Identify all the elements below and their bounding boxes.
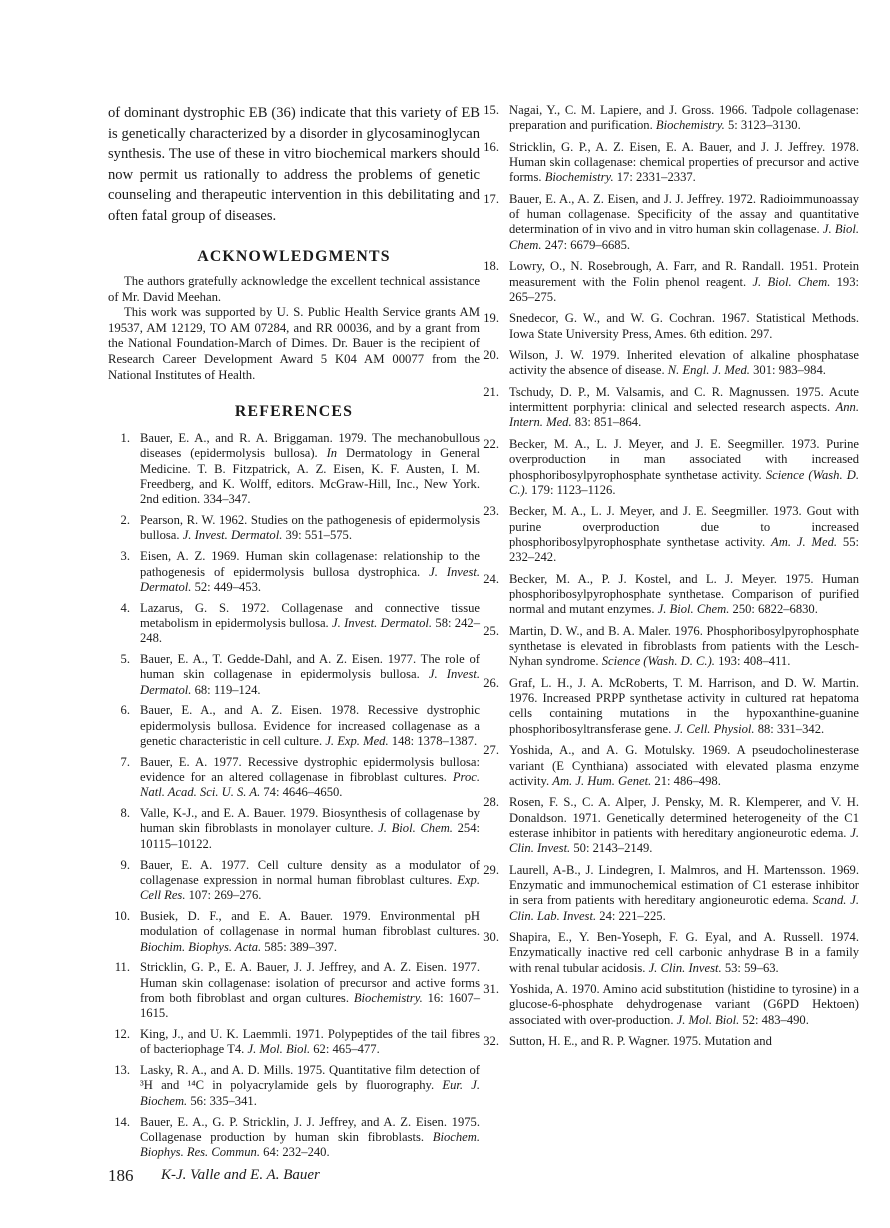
reference-citation: 39: 551–575. — [285, 528, 352, 543]
reference-number: 9. — [120, 857, 130, 872]
acknowledgments-text-1: The authors gratefully acknowledge the excellent technical assistance of Mr. David Meehan. — [108, 274, 480, 304]
reference-item — [477, 624, 859, 670]
reference-number: 24. — [483, 571, 499, 586]
reference-citation: 107: 269–276. — [188, 888, 262, 903]
reference-citation: 193: 408–411. — [718, 654, 791, 669]
reference-text: King, J., and U. K. Laemmli. 1971. Polypeptides of the tail fibres of bacteriophage T4. — [140, 1027, 480, 1057]
reference-number: 25. — [483, 623, 499, 638]
reference-citation: 254: 10115–10122. — [140, 821, 480, 851]
reference-item — [108, 703, 480, 749]
reference-item — [108, 909, 480, 955]
reference-journal: Biochemistry. — [544, 170, 614, 185]
reference-journal: Science (Wash. D. C.). — [601, 654, 715, 669]
reference-item — [477, 743, 859, 789]
reference-journal: Ann. Intern. Med. — [509, 400, 859, 430]
reference-citation: 50: 2143–2149. — [573, 841, 653, 856]
reference-text: Busiek, D. F., and E. A. Bauer. 1979. Environmental pH modulation of collagenase in normal human fibroblast cultures. — [140, 908, 480, 939]
reference-text: Lasky, R. A., and A. D. Mills. 1975. Quantitative film detection of ³H and ¹⁴C in polyacrylamide gels by fluorography. — [140, 1063, 480, 1093]
reference-number: 13. — [114, 1063, 130, 1078]
reference-text: Stricklin, G. P., E. A. Bauer, J. J. Jeffrey, and A. Z. Eisen. 1977. Human skin collagenase: isolation of precursor and active forms from both fibroblast and organ cultures. — [140, 960, 480, 1005]
reference-number: 26. — [483, 675, 499, 690]
reference-journal: In — [326, 446, 338, 461]
left-column — [108, 103, 480, 1166]
reference-text: Bauer, E. A., T. Gedde-Dahl, and A. Z. Eisen. 1977. The role of human skin collagenase in epidermolysis bullosa. — [140, 652, 480, 682]
reference-number: 3. — [120, 549, 130, 564]
reference-citation: 585: 389–397. — [264, 939, 338, 954]
reference-item — [477, 259, 859, 305]
reference-citation: 247: 6679–6685. — [544, 237, 631, 252]
reference-item — [108, 960, 480, 1021]
reference-text: Becker, M. A., P. J. Kostel, and L. J. Meyer. 1975. Human phosphoribosylpyrophosphate synthetase. Comparison of purified normal and mutant enzymes. — [509, 571, 859, 617]
reference-text: Lowry, O., N. Rosebrough, A. Farr, and R. Randall. 1951. Protein measurement with the Folin phenol reagent. — [509, 259, 859, 289]
reference-text: Rosen, F. S., C. A. Alper, J. Pensky, M. R. Klemperer, and V. H. Donaldson. 1971. Genetically determined heterogeneity of the C1 esterase inhibitor in patients with hereditary angioneurotic edema. — [509, 795, 859, 840]
reference-journal: J. Invest. Dermatol. — [182, 528, 283, 543]
reference-citation: 55: 232–242. — [509, 534, 860, 565]
reference-citation: 52: 449–453. — [194, 579, 262, 594]
reference-item — [108, 1115, 480, 1161]
reference-citation: 62: 465–477. — [313, 1042, 380, 1057]
reference-citation: 74: 4646–4650. — [263, 785, 343, 800]
reference-journal: J. Biol. Chem. — [509, 222, 859, 252]
reference-journal: Biochemistry. — [353, 990, 423, 1005]
reference-item — [477, 504, 859, 565]
reference-journal: Science (Wash. D. C.). — [509, 467, 859, 497]
reference-number: 28. — [483, 795, 499, 810]
reference-journal: J. Biol. Chem. — [378, 821, 453, 836]
reference-citation: Dermatology in General Medicine. T. B. Fitzpatrick, A. Z. Eisen, K. F. Austen, I. M. Freedberg, and K. Wolff, editors. McGraw-Hill, Inc., New York. 2nd edition. 334–347. — [140, 446, 480, 507]
reference-citation: 83: 851–864. — [574, 415, 642, 430]
reference-text: Pearson, R. W. 1962. Studies on the pathogenesis of epidermolysis bullosa. — [140, 513, 480, 543]
right-column — [477, 103, 859, 1056]
reference-number: 11. — [114, 960, 130, 975]
reference-number: 23. — [483, 504, 499, 519]
reference-number: 7. — [120, 754, 130, 769]
reference-text: Lazarus, G. S. 1972. Collagenase and connective tissue metabolism in epidermolysis bullosa. — [140, 600, 480, 630]
reference-item — [477, 982, 859, 1028]
reference-number: 30. — [483, 930, 499, 945]
reference-number: 4. — [120, 600, 130, 615]
reference-journal: Biochemistry. — [655, 118, 725, 133]
reference-journal: Proc. Natl. Acad. Sci. U. S. A. — [140, 770, 480, 800]
reference-journal: J. Invest. Dermatol. — [140, 564, 481, 594]
reference-item — [108, 652, 480, 698]
page-footer — [108, 1166, 320, 1186]
reference-number: 21. — [483, 384, 499, 399]
reference-citation: 179: 1123–1126. — [531, 482, 616, 497]
reference-citation: 21: 486–498. — [654, 773, 721, 788]
reference-item — [108, 755, 480, 801]
reference-journal: J. Cell. Physiol. — [674, 721, 755, 736]
reference-number: 22. — [483, 436, 499, 451]
reference-citation: 52: 483–490. — [742, 1012, 809, 1027]
reference-number: 15. — [483, 103, 499, 117]
reference-number: 31. — [483, 982, 499, 997]
acknowledgments-heading: ACKNOWLEDGMENTS — [197, 248, 391, 265]
page-number: 186 — [108, 1166, 134, 1185]
reference-citation: 16: 1607–1615. — [140, 990, 480, 1021]
reference-journal: Scand. J. Clin. Lab. Invest. — [509, 893, 860, 923]
reference-item — [108, 601, 480, 647]
reference-number: 10. — [114, 908, 130, 923]
reference-item — [108, 1063, 480, 1109]
reference-journal: J. Exp. Med. — [325, 734, 389, 748]
reference-item — [477, 795, 859, 856]
reference-number: 8. — [120, 806, 130, 821]
reference-citation: 5: 3123–3130. — [727, 118, 801, 133]
reference-text: Bauer, E. A., and R. A. Briggaman. 1979. The mechanobullous diseases (epidermolysis bullosa). — [140, 431, 480, 461]
reference-journal: Biochim. Biophys. Acta. — [140, 939, 262, 954]
reference-number: 14. — [114, 1114, 130, 1129]
reference-number: 6. — [120, 703, 130, 718]
reference-number: 29. — [483, 862, 499, 877]
reference-number: 1. — [120, 431, 130, 446]
reference-item — [477, 863, 859, 924]
reference-citation: 148: 1378–1387. — [391, 734, 478, 748]
reference-citation: 250: 6822–6830. — [732, 602, 818, 617]
reference-text: Sutton, H. E., and R. P. Wagner. 1975. Mutation and — [509, 1034, 772, 1049]
reference-item — [477, 103, 859, 134]
reference-text: Martin, D. W., and B. A. Maler. 1976. Phosphoribosylpyrophosphate synthetase is elevated in fibroblasts from patients with the Lesch-Nyhan syndrome. — [509, 623, 859, 669]
reference-text: Valle, K-J., and E. A. Bauer. 1979. Biosynthesis of collagenase by human skin fibroblasts in monolayer culture. — [140, 806, 480, 836]
reference-item — [477, 311, 859, 342]
reference-journal: J. Biol. Chem. — [752, 274, 831, 289]
reference-journal: Eur. J. Biochem. — [140, 1078, 480, 1108]
reference-text: Eisen, A. Z. 1969. Human skin collagenase: relationship to the pathogenesis of epidermolysis bullosa dystrophica. — [140, 549, 480, 579]
reference-item — [108, 858, 480, 904]
reference-text: Snedecor, G. W., and W. G. Cochran. 1967. Statistical Methods. Iowa State University Press, Ames. 6th edition. 297. — [509, 311, 859, 341]
reference-text: Wilson, J. W. 1979. Inherited elevation of alkaline phosphatase activity the absence of disease. — [509, 348, 859, 378]
reference-text: Yoshida, A., and A. G. Motulsky. 1969. A pseudocholinesterase variant (E Cynthiana) associated with elevated plasma enzyme activity. — [509, 743, 859, 788]
reference-journal: J. Clin. Invest. — [509, 825, 859, 856]
reference-number: 5. — [120, 652, 130, 667]
reference-item — [477, 140, 859, 186]
reference-text: Tschudy, D. P., M. Valsamis, and C. R. Magnussen. 1975. Acute intermittent porphyria: clinical and selected research aspects. — [509, 384, 859, 415]
reference-item — [108, 513, 480, 544]
intro-paragraph: of dominant dystrophic EB (36) indicate that this variety of EB is genetically characterized by a disorder in glycosaminoglycan synthesis. The use of these in vitro biochemical markers should now permit us rationally to address the problems of genetic counseling and therapeutic intervention in this debilitating and often fatal group of diseases. — [108, 105, 480, 224]
reference-text: Bauer, E. A., G. P. Stricklin, J. J. Jeffrey, and A. Z. Eisen. 1975. Collagenase production by human skin fibroblasts. — [140, 1114, 480, 1144]
reference-item — [477, 676, 859, 737]
reference-number: 19. — [483, 311, 499, 326]
reference-citation: 68: 119–124. — [194, 682, 261, 697]
reference-text: Becker, M. A., L. J. Meyer, and J. E. Seegmiller. 1973. Purine overproduction in man associated with increased phosphoribosylpyrophosphate synthetase activity. — [509, 436, 859, 482]
reference-journal: J. Invest. Dermatol. — [332, 615, 433, 630]
reference-citation: 88: 331–342. — [757, 721, 825, 736]
reference-journal: J. Invest. Dermatol. — [140, 667, 480, 697]
reference-citation: 53: 59–63. — [724, 960, 779, 975]
reference-number: 2. — [120, 513, 130, 528]
reference-item — [477, 437, 859, 498]
reference-text: Shapira, E., Y. Ben-Yoseph, F. G. Eyal, and A. Russell. 1974. Enzymatically inactive red cell carbonic anhydrase B in a family with renal tubular acidosis. — [509, 930, 859, 975]
reference-journal: J. Clin. Invest. — [648, 960, 722, 975]
reference-item — [108, 431, 480, 507]
references-heading: REFERENCES — [234, 403, 354, 421]
reference-item — [477, 192, 859, 253]
running-authors: K-J. Valle and E. A. Bauer — [161, 1167, 320, 1183]
reference-number: 32. — [483, 1034, 499, 1049]
reference-text: Bauer, E. A., A. Z. Eisen, and J. J. Jeffrey. 1972. Radioimmunoassay of human collagenase. Specificity of the assay and quantitative determination of in vivo and in vitro human skin collagenase. — [509, 191, 859, 237]
reference-citation: 301: 983–984. — [753, 363, 826, 378]
reference-citation: 17: 2331–2337. — [616, 170, 696, 185]
reference-number: 27. — [483, 743, 499, 758]
reference-item — [477, 348, 859, 379]
reference-number: 20. — [483, 348, 499, 363]
reference-list-left — [108, 431, 480, 1160]
reference-journal: J. Mol. Biol. — [676, 1012, 740, 1027]
reference-item — [477, 1034, 859, 1049]
reference-citation: 24: 221–225. — [599, 908, 666, 923]
reference-text: Graf, L. H., J. A. McRoberts, T. M. Harrison, and D. W. Martin. 1976. Increased PRPP synthetase activity in cultured rat hepatoma cells containing mutations in the hypoxanthine-guanine phosphoribosyltransferase gene. — [509, 675, 859, 736]
reference-text: Yoshida, A. 1970. Amino acid substitution (histidine to tyrosine) in a glucose-6-phosphate dehydrogenase variant (G6PD Hektoen) associated with over-production. — [509, 982, 859, 1027]
reference-citation: 193: 265–275. — [509, 274, 860, 304]
reference-journal: Biochem. Biophys. Res. Commun. — [140, 1129, 480, 1160]
reference-item — [477, 930, 859, 976]
reference-journal: N. Engl. J. Med. — [667, 363, 750, 378]
reference-text: Laurell, A-B., J. Lindegren, I. Malmros, and H. Martensson. 1969. Enzymatic and immunochemical estimation of C1 esterase inhibitor in sera from patients with hereditary angioneurotic edema. — [509, 862, 859, 908]
reference-citation: 56: 335–341. — [190, 1093, 257, 1108]
reference-item — [477, 572, 859, 618]
reference-item — [477, 385, 859, 431]
reference-journal: J. Biol. Chem. — [657, 602, 730, 617]
reference-text: Stricklin, G. P., A. Z. Eisen, E. A. Bauer, and J. J. Jeffrey. 1978. Human skin collagenase: chemical properties of precursor and active forms. — [509, 139, 859, 185]
reference-number: 16. — [483, 139, 499, 154]
reference-number: 12. — [114, 1027, 130, 1042]
reference-journal: J. Mol. Biol. — [247, 1042, 311, 1057]
reference-text: Nagai, Y., C. M. Lapiere, and J. Gross. 1966. Tadpole collagenase: preparation and purification. — [509, 103, 859, 133]
reference-number: 18. — [483, 259, 499, 274]
reference-journal: Am. J. Hum. Genet. — [552, 773, 652, 788]
reference-journal: Am. J. Med. — [771, 534, 838, 549]
reference-citation: 58: 242–248. — [140, 615, 480, 646]
reference-item — [108, 806, 480, 852]
reference-text: Bauer, E. A. 1977. Recessive dystrophic epidermolysis bullosa: evidence for an altered collagenase in fibroblast cultures. — [140, 754, 480, 785]
reference-list-right — [477, 103, 859, 1050]
reference-item — [108, 1027, 480, 1058]
reference-number: 17. — [483, 191, 499, 206]
reference-journal: Exp. Cell Res. — [140, 872, 480, 903]
acknowledgments-text-2: This work was supported by U. S. Public Health Service grants AM 19537, AM 12129, TO AM 07284, and RR 00036, and by a grant from the National Foundation-March of Dimes. Dr. Bauer is the recipient of Research Career Development Award 5 K04 AM 00077 from the National Institutes of Health. — [108, 305, 480, 382]
reference-citation: 64: 232–240. — [263, 1145, 330, 1160]
reference-item — [108, 549, 480, 595]
reference-text: Bauer, E. A., and A. Z. Eisen. 1978. Recessive dystrophic epidermolysis bullosa. Evidence for increased collagenase as a genetic characteristic in cell culture. — [140, 703, 480, 748]
reference-text: Bauer, E. A. 1977. Cell culture density as a modulator of collagenase expression in normal human fibroblast cultures. — [140, 857, 480, 887]
reference-text: Becker, M. A., L. J. Meyer, and J. E. Seegmiller. 1973. Gout with purine overproduction due to increased phosphoribosylpyrophosphate synthetase activity. — [509, 504, 859, 549]
